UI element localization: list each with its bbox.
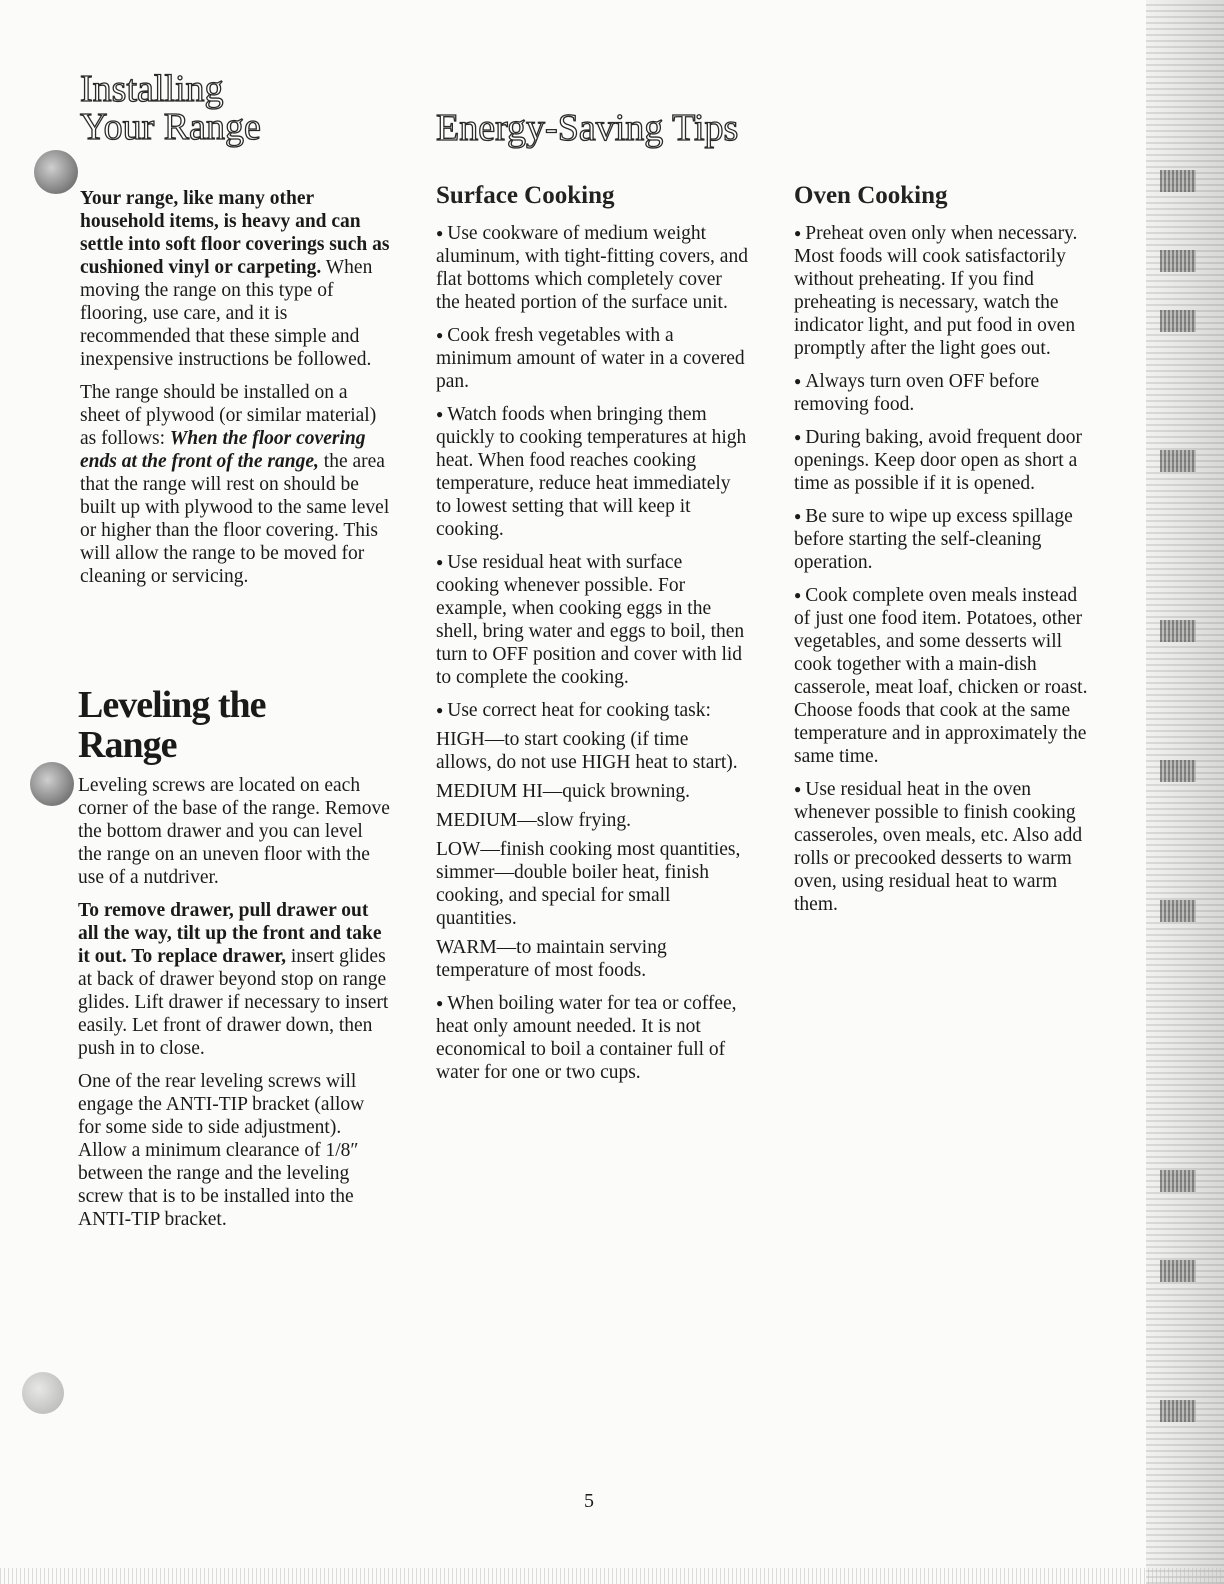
installing-p2-start: The range should be installed on a sheet of plywood (or similar material) as follows: [80, 382, 377, 449]
bullet-icon: ● [436, 226, 444, 240]
section-marker-dot [34, 150, 78, 194]
oven-tip-1 [794, 222, 1098, 360]
surface-tip-2-text: Cook fresh vegetables with a minimum amount of water in a covered pan. [436, 325, 745, 392]
edge-tab-mark [1160, 620, 1196, 642]
bullet-icon: ● [794, 374, 802, 388]
oven-tip-5-text: Cook complete oven meals instead of just one food item. Potatoes, other vegetables, and some desserts will cook together with a main-dish casserole, meat loaf, chicken or roast. Choose foods that cook at the same temperature and in approximately the same time. [794, 585, 1088, 767]
installing-title-line1: Installing [80, 68, 224, 110]
surface-tip-2 [436, 324, 748, 393]
installing-paragraph-1 [80, 187, 390, 371]
edge-tab-mark [1160, 310, 1196, 332]
energy-title: Energy-Saving Tips [436, 107, 739, 149]
surface-cooking-heading: Surface Cooking [436, 182, 615, 209]
surface-tip-4-text: Use residual heat with surface cooking whenever possible. For example, when cooking eggs in the shell, bring water and eggs to boil, then turn to OFF position and cover with lid to complete the cooking. [436, 552, 745, 688]
leveling-paragraph-1: Leveling screws are located on each corner of the base of the range. Remove the bottom drawer and you can level the range on an uneven floor with the use of a nutdriver. [78, 775, 390, 888]
edge-tab-mark [1160, 250, 1196, 272]
section-marker-dot [30, 762, 74, 806]
oven-tip-4-text: Be sure to wipe up excess spillage before starting the self-cleaning operation. [794, 506, 1073, 573]
oven-cooking-column [794, 182, 1098, 926]
leveling-title-line2: Range [78, 724, 177, 766]
bullet-icon: ● [436, 555, 444, 569]
surface-tip-1-text: Use cookware of medium weight aluminum, with tight-fitting covers, and flat bottoms which completely cover the heated portion of the surface unit. [436, 223, 748, 313]
oven-tip-5 [794, 584, 1098, 768]
leveling-p2-rest: insert glides at back of drawer beyond stop on range glides. Lift drawer if necessary to insert easily. Let front of drawer down, then push in to close. [78, 946, 389, 1059]
installing-title-line2: Your Range [80, 106, 261, 148]
surface-tip-6-text: When boiling water for tea or coffee, heat only amount needed. It is not economical to boil a container full of water for one or two cups. [436, 993, 737, 1083]
edge-tab-mark [1160, 1260, 1196, 1282]
bullet-icon: ● [436, 996, 444, 1010]
bullet-icon: ● [794, 509, 802, 523]
heat-level-high: HIGH—to start cooking (if time allows, do not use HIGH heat to start). [436, 729, 738, 773]
oven-tip-2 [794, 370, 1098, 416]
surface-tip-5-text: Use correct heat for cooking task: [447, 700, 711, 721]
heat-level-medium: MEDIUM—slow frying. [436, 810, 631, 831]
surface-tip-1 [436, 222, 748, 314]
oven-tip-4 [794, 505, 1098, 574]
edge-tab-mark [1160, 760, 1196, 782]
installing-paragraph-2 [80, 381, 390, 588]
edge-tab-mark [1160, 1400, 1196, 1422]
energy-section [436, 108, 836, 148]
surface-tip-6 [436, 992, 748, 1084]
bullet-icon: ● [794, 588, 802, 602]
oven-cooking-heading: Oven Cooking [794, 182, 948, 209]
surface-tip-3 [436, 403, 748, 541]
installing-p2-italic: When the floor covering ends at the front of the range, [80, 428, 366, 472]
bullet-icon: ● [436, 328, 444, 342]
bullet-icon: ● [436, 407, 444, 421]
installing-section [80, 70, 390, 146]
edge-tab-mark [1160, 450, 1196, 472]
installing-title [80, 70, 390, 146]
installing-p1-bold: Your range, like many other household items, is heavy and can settle into soft floor coverings such as cushioned vinyl or carpeting. [80, 188, 390, 278]
oven-tip-1-text: Preheat oven only when necessary. Most foods will cook satisfactorily without preheating. If you find preheating is necessary, watch the indicator light, and put food in oven promptly after the light goes out. [794, 223, 1078, 359]
scan-bottom-strip [0, 1568, 1224, 1584]
surface-cooking-column [436, 182, 748, 1094]
leveling-title [78, 685, 388, 765]
leveling-paragraph-2 [78, 899, 390, 1060]
heat-level-low: LOW—finish cooking most quantities, simmer—double boiler heat, finish cooking, and special for small quantities. [436, 839, 741, 929]
heat-level-warm: WARM—to maintain serving temperature of most foods. [436, 937, 667, 981]
oven-tip-2-text: Always turn oven OFF before removing food. [794, 371, 1040, 415]
surface-tip-5 [436, 699, 748, 722]
leveling-section [78, 685, 388, 765]
scanned-page-edge [1146, 0, 1224, 1584]
leveling-p2-bold: To remove drawer, pull drawer out all the way, tilt up the front and take it out. To replace drawer, [78, 900, 382, 967]
oven-tip-6-text: Use residual heat in the oven whenever possible to finish cooking casseroles, oven meals, etc. Also add rolls or precooked desserts to warm oven, using residual heat to warm them. [794, 779, 1083, 915]
bullet-icon: ● [794, 226, 802, 240]
page-number: 5 [584, 1490, 594, 1512]
installing-p2-rest: the area that the range will rest on should be built up with plywood to the same level or higher than the floor covering. This will allow the range to be moved for cleaning or servicing. [80, 451, 390, 587]
surface-tip-4 [436, 551, 748, 689]
oven-tip-3 [794, 426, 1098, 495]
heat-level-medium-hi: MEDIUM HI—quick browning. [436, 781, 691, 802]
installing-p1-rest: When moving the range on this type of flooring, use care, and it is recommended that these simple and inexpensive instructions be followed. [80, 257, 373, 370]
binding-hole-mark [22, 1372, 64, 1414]
leveling-body [78, 774, 390, 1241]
bullet-icon: ● [436, 703, 444, 717]
leveling-title-line1: Leveling the [78, 684, 266, 726]
edge-tab-mark [1160, 1170, 1196, 1192]
oven-tip-3-text: During baking, avoid frequent door openings. Keep door open as short a time as possible if it is opened. [794, 427, 1082, 494]
bullet-icon: ● [794, 430, 802, 444]
edge-tab-mark [1160, 170, 1196, 192]
surface-tip-3-text: Watch foods when bringing them quickly to cooking temperatures at high heat. When food reaches cooking temperature, reduce heat immediately to lowest setting that will keep it cooking. [436, 404, 747, 540]
bullet-icon: ● [794, 782, 802, 796]
oven-tip-6 [794, 778, 1098, 916]
edge-tab-mark [1160, 900, 1196, 922]
installing-body [80, 187, 390, 598]
leveling-paragraph-3: One of the rear leveling screws will engage the ANTI-TIP bracket (allow for some side to side adjustment). Allow a minimum clearance of 1/8″ between the range and the leveling screw that is to be installed into the ANTI-TIP bracket. [78, 1071, 365, 1230]
